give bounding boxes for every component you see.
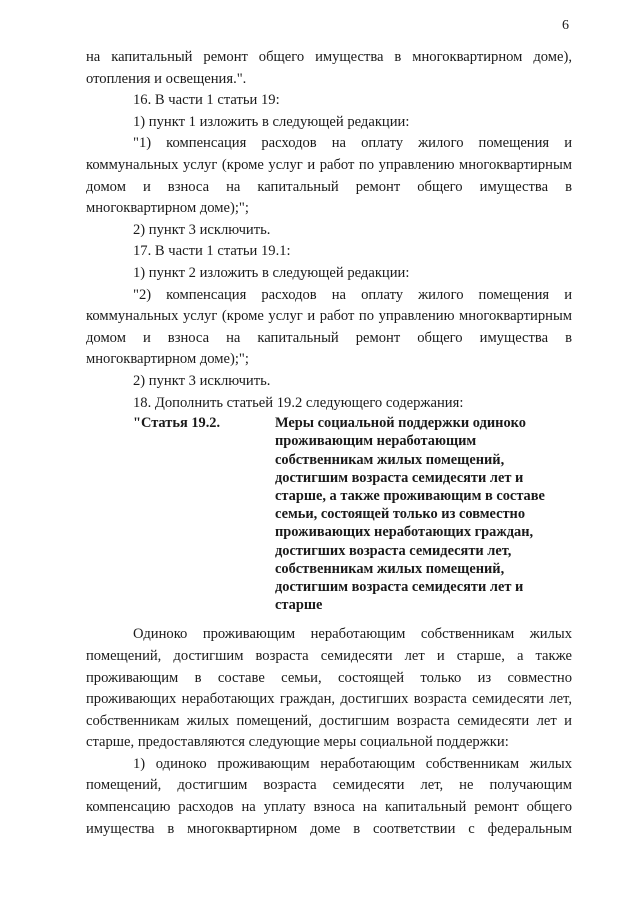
article-number: "Статья 19.2. <box>133 415 221 432</box>
paragraph-continuation: на капитальный ремонт общего имущества в многоквартирном доме), отопления и освещения.". <box>86 49 572 87</box>
article-heading <box>133 414 572 614</box>
paragraph-quote-1: "1) компенсация расходов на оплату жилого помещения и коммунальных услуг (кроме услуг и работ по управлению многоквартирным домом и взноса на капитальный ремонт общего имущества в многоквартирном доме);"; <box>86 135 572 217</box>
paragraph-item-17-1: 1) пункт 2 изложить в следующей редакции: <box>133 264 410 281</box>
paragraph-item-17: 17. В части 1 статьи 19.1: <box>133 243 291 260</box>
paragraph-item-18: 18. Дополнить статьей 19.2 следующего содержания: <box>133 394 464 411</box>
article-title: Меры социальной поддержки одиноко проживающим неработающим собственникам жилых помещений, достигшим возраста семидесяти лет и старше, а также проживающим в составе семьи, состоящей только из совместно проживающих неработающих граждан, достигших возраста семидесяти лет, собственникам жилых помещений, достигшим возраста семидесяти лет и старше <box>275 415 545 614</box>
document-body <box>86 47 572 840</box>
paragraph-item-16-2: 2) пункт 3 исключить. <box>133 221 271 238</box>
page-number: 6 <box>562 18 569 33</box>
paragraph-article-item-1: 1) одиноко проживающим неработающим собственникам жилых помещений, достигшим возраста семидесяти лет, не получающим компенсацию расходов на уплату взноса на капитальный ремонт общего имущества в многоквартирном доме в соответствии с федеральным <box>86 755 572 837</box>
paragraph-article-body: Одиноко проживающим неработающим собственникам жилых помещений, достигшим возраста семидесяти лет и старше, а также проживающим в составе семьи, состоящей только из совместно проживающих неработающих граждан, достигших возраста семидесяти лет, собственникам жилых помещений, достигшим возраста семидесяти лет и старше, предоставляются следующие меры социальной поддержки: <box>86 626 572 751</box>
paragraph-item-16: 16. В части 1 статьи 19: <box>133 92 280 109</box>
paragraph-item-17-2: 2) пункт 3 исключить. <box>133 372 271 389</box>
paragraph-quote-2: "2) компенсация расходов на оплату жилого помещения и коммунальных услуг (кроме услуг и работ по управлению многоквартирным домом и взноса на капитальный ремонт общего имущества в многоквартирном доме);"; <box>86 286 572 368</box>
paragraph-item-16-1: 1) пункт 1 изложить в следующей редакции: <box>133 113 410 130</box>
